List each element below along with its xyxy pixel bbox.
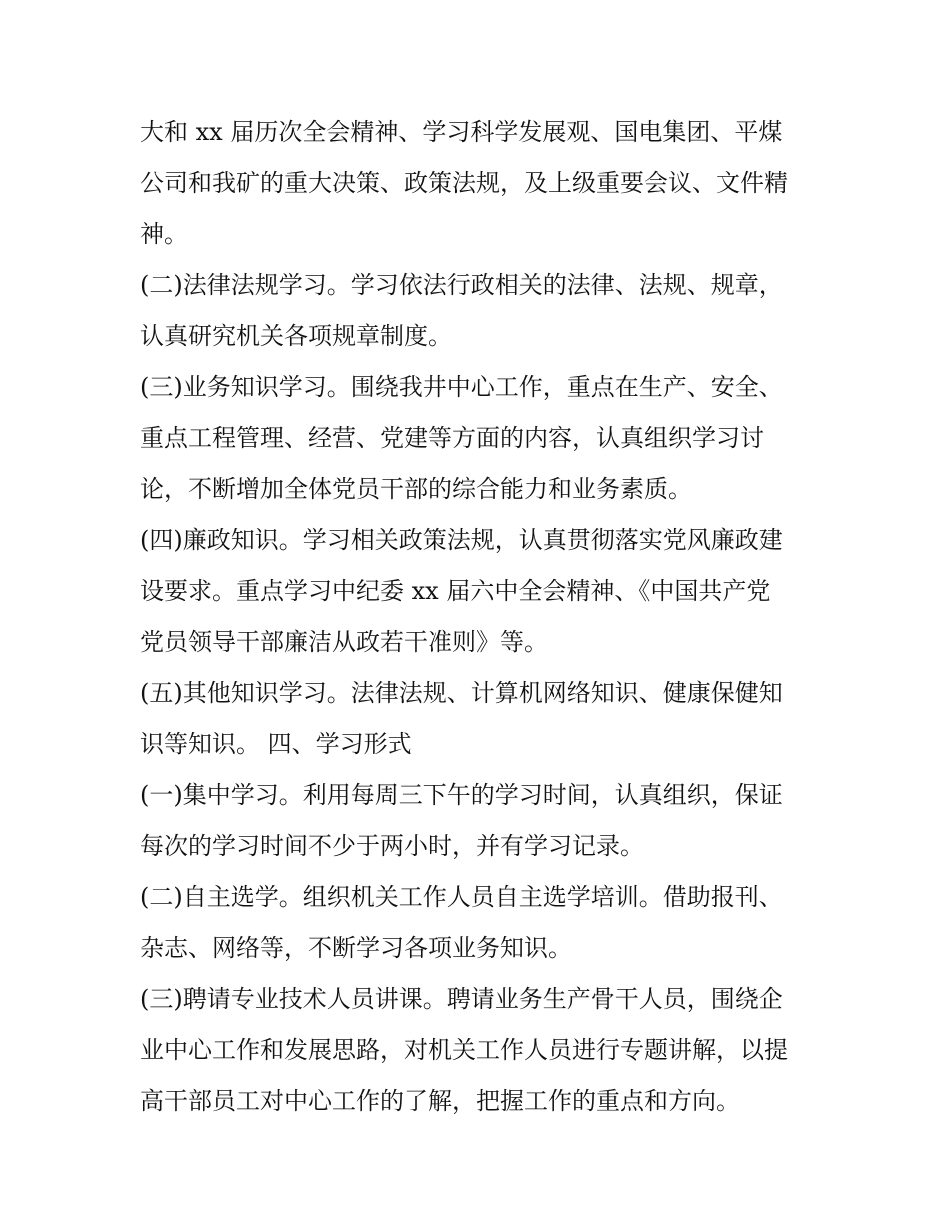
text-line: (二)法律法规学习。学习依法行政相关的法律、法规、规章， — [140, 271, 783, 299]
text-line: 每次的学习时间不少于两小时，并有学习记录。 — [140, 832, 644, 860]
text-line: 党员领导干部廉洁从政若干准则》等。 — [140, 628, 548, 656]
text-line: 认真研究机关各项规章制度。 — [140, 322, 452, 350]
text-line: (四)廉政知识。学习相关政策法规，认真贯彻落实党风廉政建 — [140, 526, 783, 554]
text-line: 论，不断增加全体党员干部的综合能力和业务素质。 — [140, 475, 692, 503]
text-line: 高干部员工对中心工作的了解，把握工作的重点和方向。 — [140, 1087, 740, 1115]
text-line: (三)聘请专业技术人员讲课。聘请业务生产骨干人员，围绕企 — [140, 985, 783, 1013]
text-line: 杂志、网络等，不断学习各项业务知识。 — [140, 934, 572, 962]
text-line: 公司和我矿的重大决策、政策法规，及上级重要会议、文件精 — [140, 169, 788, 197]
text-line: 业中心工作和发展思路，对机关工作人员进行专题讲解，以提 — [140, 1036, 788, 1064]
text-line: 大和 xx 届历次全会精神、学习科学发展观、国电集团、平煤 — [140, 118, 783, 146]
text-line: (三)业务知识学习。围绕我井中心工作，重点在生产、安全、 — [140, 373, 783, 401]
text-line: 重点工程管理、经营、党建等方面的内容，认真组织学习讨 — [140, 424, 764, 452]
text-line: 神。 — [140, 220, 188, 248]
text-line: 识等知识。 四、学习形式 — [140, 730, 412, 758]
text-line: 设要求。重点学习中纪委 xx 届六中全会精神、《中国共产党 — [140, 577, 771, 605]
text-line: (五)其他知识学习。法律法规、计算机网络知识、健康保健知 — [140, 679, 783, 707]
document-body — [140, 107, 830, 1127]
text-line: (二)自主选学。组织机关工作人员自主选学培训。借助报刊、 — [140, 883, 783, 911]
text-line: (一)集中学习。利用每周三下午的学习时间，认真组织，保证 — [140, 781, 783, 809]
